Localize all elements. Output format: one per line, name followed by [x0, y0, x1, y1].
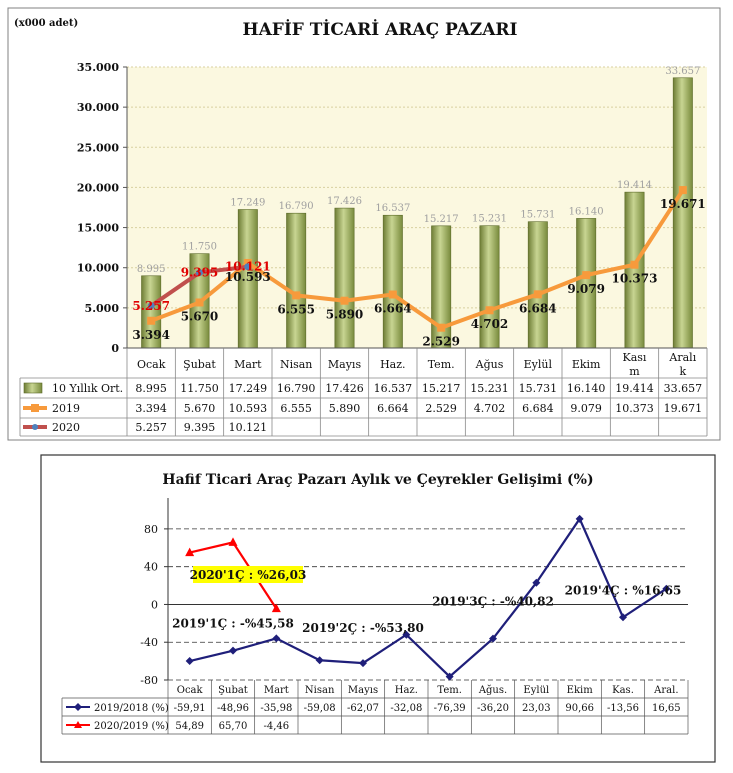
chart1-data-label-2020: 9.395: [180, 265, 219, 280]
chart1-table-cell: 5.257: [135, 421, 167, 434]
chart1-bar-data-label: 16.790: [278, 201, 314, 213]
chart1-point-2019: [196, 298, 204, 306]
chart1-category-label: Şubat: [183, 358, 216, 371]
chart2-y-tick-label: 0: [151, 598, 158, 612]
chart1-table-cell: 11.750: [180, 382, 219, 395]
chart1-data-label-2019: 5.890: [325, 307, 364, 322]
chart1-bar: [383, 215, 402, 348]
chart1-table-cell: 3.394: [135, 402, 167, 415]
chart1-table-cell: 19.671: [663, 402, 703, 415]
chart1-y-tick-label: 30.000: [76, 101, 119, 115]
chart2-table-cell: -48,96: [216, 703, 250, 714]
chart1-data-label-2019: 6.664: [374, 301, 412, 316]
chart1-category-label: Mart: [234, 358, 262, 371]
chart1-y-tick-label: 35.000: [76, 61, 119, 74]
chart2-category-label: Ekim: [566, 685, 593, 696]
chart1-table-cell: 16.790: [276, 382, 316, 395]
chart1-bar-data-label: 17.249: [230, 197, 266, 209]
chart1-y-tick-label: 10.000: [76, 261, 119, 275]
chart2-table-cell: 90,66: [565, 703, 594, 714]
chart1-point-2019: [292, 291, 300, 299]
chart2-category-label: Eylül: [523, 685, 550, 696]
chart2-y-tick-label: 40: [144, 560, 158, 574]
chart1-y-tick-label: 15.000: [76, 221, 119, 235]
chart1-bar-data-label: 15.217: [423, 213, 459, 225]
chart1-bar: [287, 213, 306, 348]
chart2-category-label: Kas.: [612, 685, 634, 696]
chart1-data-label-2019: 5.670: [180, 309, 219, 324]
chart1-bar-data-label: 15.231: [472, 213, 507, 225]
chart1-category-label: Kası: [622, 351, 647, 364]
chart1-y-tick-label: 5.000: [84, 301, 119, 315]
chart1-data-label-2019: 6.555: [277, 302, 315, 317]
chart1-data-label-2020: 5.257: [132, 298, 170, 313]
chart1-table-cell: 6.555: [280, 402, 312, 415]
chart1-category-label: Nisan: [279, 358, 313, 371]
chart1-table-cell: 10.121: [228, 421, 268, 434]
chart2-annotation: 2019'3Ç : -%40,82: [432, 594, 554, 609]
chart1-data-label-2019: 6.684: [519, 301, 557, 316]
chart1-data-label-2019: 2.529: [422, 334, 460, 349]
chart1-bar-data-label: 16.537: [375, 203, 411, 215]
chart2-annotation: 2019'4Ç : %16,65: [564, 583, 682, 598]
chart2-y-tick-label: -80: [140, 674, 158, 687]
chart1-bar: [335, 208, 354, 348]
chart1-table-cell: 16.537: [373, 382, 413, 395]
chart1-bar-data-label: 15.731: [520, 209, 556, 221]
chart2-table-cell: -62,07: [346, 703, 380, 714]
chart1-category-label: k: [679, 365, 687, 378]
chart1-data-label-2019: 9.079: [567, 282, 605, 297]
chart1-point-2019: [534, 290, 542, 298]
chart1-table-cell: 17.426: [325, 382, 364, 395]
chart1-data-label-2019: 4.702: [470, 317, 509, 332]
chart1-table-cell: 15.231: [470, 382, 509, 395]
chart1-y-tick-label: 20.000: [76, 181, 119, 195]
chart1-plot-area: [127, 67, 707, 348]
chart2-category-label: Ağus.: [478, 685, 508, 696]
chart2-title: Hafif Ticari Araç Pazarı Aylık ve Çeyrekler Gelişimi (%): [162, 472, 594, 488]
chart1-category-label: Tem.: [427, 358, 455, 371]
chart1-bar-data-label: 19.414: [617, 180, 652, 192]
chart1-bar-data-label: 33.657: [665, 65, 701, 77]
chart2-annotation: 2019'1Ç : -%45,58: [172, 616, 294, 631]
chart1-legend-label: 2019: [52, 402, 80, 415]
chart2-table-cell: -13,56: [606, 703, 640, 714]
chart2-legend-label: 2019/2018 (%): [94, 703, 169, 714]
chart2-category-label: Mayıs: [347, 685, 379, 696]
chart1-bar-data-label: 17.426: [327, 196, 362, 208]
chart1-data-label-2019: 10.373: [611, 271, 658, 286]
chart1-bar: [528, 222, 547, 348]
chart1-table-cell: 10.593: [228, 402, 268, 415]
chart2-category-label: Aral.: [654, 685, 679, 696]
chart1-category-label: Haz.: [380, 358, 406, 371]
chart1-data-label-2019: 19.671: [659, 197, 706, 212]
chart1-table-cell: 5.670: [183, 402, 216, 415]
chart1-table-cell: 5.890: [328, 402, 361, 415]
chart2-table-cell: 65,70: [218, 721, 248, 732]
chart1-table-cell: 6.664: [377, 402, 409, 415]
chart1-table-cell: 9.395: [183, 421, 216, 434]
chart2-annotation: 2019'2Ç : -%53,80: [302, 621, 424, 636]
chart2-table-cell: 54,89: [175, 721, 204, 732]
chart2-category-label: Mart: [263, 685, 289, 696]
chart2-table-cell: -35,98: [260, 703, 293, 714]
chart1-table-cell: 16.140: [566, 382, 606, 395]
chart1-bar-data-label: 16.140: [568, 206, 604, 218]
chart1-table-cell: 33.657: [663, 382, 703, 395]
chart1-title: HAFİF TİCARİ ARAÇ PAZARI: [242, 20, 518, 40]
chart1-bar-data-label: 8.995: [136, 263, 166, 275]
chart2-table-cell: -32,08: [390, 703, 423, 714]
chart2-legend-label: 2020/2019 (%): [94, 721, 169, 732]
chart2-table-cell: -36,20: [476, 703, 510, 714]
chart1-point-2019: [341, 297, 349, 305]
chart2-y-tick-label: -40: [140, 636, 158, 650]
chart1-legend-marker: [32, 424, 38, 430]
chart1-bar-data-label: 11.750: [182, 241, 217, 253]
chart1-category-label: Mayıs: [327, 358, 362, 371]
chart2-table-cell: 23,03: [522, 703, 551, 714]
chart1-legend-marker: [31, 404, 39, 412]
chart1-table-cell: 6.684: [522, 402, 554, 415]
chart1-table-cell: 19.414: [615, 382, 654, 395]
chart1-category-label: m: [629, 365, 640, 378]
chart1-bar: [625, 192, 644, 348]
chart1-table-cell: 4.702: [473, 402, 506, 415]
chart1-unit-label: (x000 adet): [14, 18, 79, 29]
chart1-point-2019: [486, 306, 494, 314]
chart1-category-label: Aralı: [669, 351, 697, 364]
chart2-table-cell: -59,91: [173, 703, 206, 714]
chart2-category-label: Tem.: [437, 685, 462, 696]
chart1-table-cell: 8.995: [135, 382, 167, 395]
chart1-y-tick-label: 25.000: [76, 141, 119, 155]
chart1-table-cell: 10.373: [615, 402, 654, 415]
chart1-legend-label: 2020: [52, 421, 80, 434]
chart2-table-cell: -4,46: [263, 721, 290, 732]
chart2-table-cell: -76,39: [433, 703, 466, 714]
chart1-table-cell: 9.079: [570, 402, 602, 415]
chart2-category-label: Haz.: [394, 685, 418, 696]
chart1-point-2019: [437, 324, 445, 332]
chart1-bar: [673, 78, 692, 348]
chart1-table-cell: 15.731: [518, 382, 558, 395]
chart1-category-label: Ocak: [136, 358, 166, 371]
chart1-data-label-2020: 10.121: [224, 259, 271, 274]
chart2-annotation: 2020'1Ç : %26,03: [189, 568, 307, 582]
chart2-category-label: Nisan: [304, 685, 335, 696]
chart1-point-2019: [389, 290, 397, 298]
chart2-y-tick-label: 80: [144, 522, 158, 536]
chart1-category-label: Ekim: [571, 358, 601, 371]
chart1-point-2019: [631, 261, 639, 269]
chart1-point-2019: [582, 271, 590, 279]
chart2-table-cell: -59,08: [303, 703, 336, 714]
chart1-table-cell: 17.249: [228, 382, 268, 395]
chart1-data-label-2019: 3.394: [132, 327, 170, 342]
chart2-table-cell: 16,65: [652, 703, 681, 714]
chart2-category-label: Şubat: [218, 685, 248, 696]
chart1-category-label: Ağus: [475, 358, 504, 371]
chart1-category-label: Eylül: [523, 358, 553, 371]
chart1-data-label-2019: 10.593: [224, 269, 271, 284]
chart1-y-tick-label: 0: [111, 342, 119, 355]
chart1-point-2019: [147, 317, 155, 325]
chart1-legend-label: 10 Yıllık Ort.: [52, 382, 124, 395]
chart1-point-2019: [679, 186, 687, 194]
chart1-legend-swatch: [24, 383, 42, 393]
chart2-category-label: Ocak: [176, 685, 203, 696]
chart1-table-cell: 2.529: [425, 402, 457, 415]
chart1-table-cell: 15.217: [421, 382, 461, 395]
